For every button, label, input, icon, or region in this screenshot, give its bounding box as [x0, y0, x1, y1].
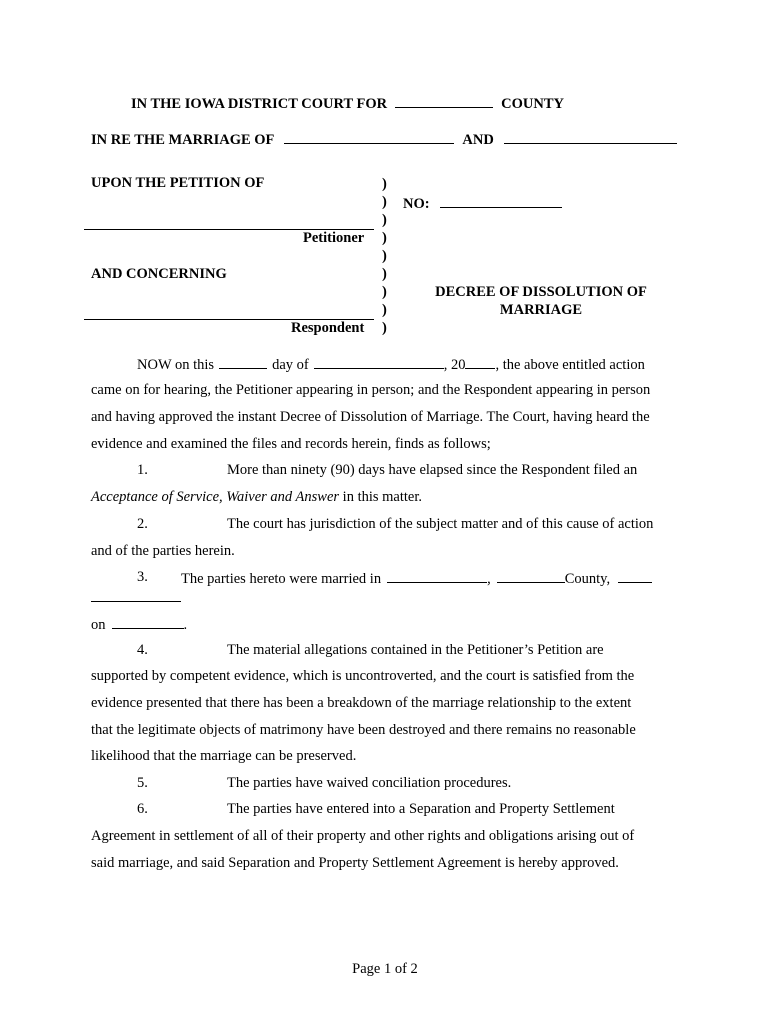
petitioner-label: Petitioner	[303, 230, 365, 246]
intro-text: , 20	[443, 357, 466, 373]
decree-title-line-2: MARRIAGE	[499, 302, 583, 318]
item-3-date-line	[91, 615, 187, 634]
marriage-heading	[91, 130, 680, 149]
item-3-line	[181, 569, 655, 588]
county-blank	[395, 94, 493, 108]
party2-blank	[504, 130, 677, 144]
item-number: 2.	[137, 516, 148, 532]
marriage-state-continued-blank	[91, 601, 181, 602]
marriage-place-blank	[387, 569, 487, 583]
caption-paren: )	[382, 302, 387, 318]
intro-text: day of	[272, 357, 309, 373]
county-label: COUNTY	[501, 96, 564, 112]
case-number-label: NO:	[403, 196, 430, 212]
item-1-continued	[91, 489, 691, 506]
court-heading-text: IN THE IOWA DISTRICT COURT FOR	[131, 96, 388, 112]
decree-title-line-1: DECREE OF DISSOLUTION OF	[435, 284, 647, 300]
caption-paren: )	[382, 248, 387, 264]
caption-paren: )	[382, 194, 387, 210]
item-number: 3.	[137, 569, 148, 585]
intro-text: NOW on this	[137, 357, 215, 373]
intro-line-2: came on for hearing, the Petitioner appearing in person; and the Respondent appearing in person	[91, 382, 651, 398]
marriage-heading-text: IN RE THE MARRIAGE OF	[91, 132, 275, 148]
item-3-text: The parties hereto were married in	[181, 571, 382, 587]
item-1-text: More than ninety (90) days have elapsed since the Respondent filed an	[227, 462, 638, 478]
item-3-comma: ,	[487, 571, 491, 587]
court-heading	[131, 94, 564, 113]
petition-of-label: UPON THE PETITION OF	[91, 175, 265, 191]
item-6-line-3: said marriage, and said Separation and Property Settlement Agreement is hereby approved.	[91, 855, 619, 871]
marriage-county-blank	[497, 569, 565, 583]
item-6-line-2: Agreement in settlement of all of their property and other rights and obligations arising out of	[91, 828, 635, 844]
item-4-text: The material allegations contained in the Petitioner’s Petition are	[227, 642, 604, 658]
item-2-continued: and of the parties herein.	[91, 543, 235, 559]
case-number	[403, 194, 565, 213]
caption-paren: )	[382, 266, 387, 282]
case-number-blank	[440, 194, 562, 208]
party1-blank	[284, 130, 454, 144]
caption-paren: )	[382, 230, 387, 246]
item-3-county: County,	[564, 571, 611, 587]
on-label: on	[91, 617, 106, 633]
marriage-date-blank	[112, 615, 184, 629]
intro-line-1	[137, 355, 645, 374]
caption-paren: )	[382, 176, 387, 192]
intro-text: , the above entitled action	[495, 357, 645, 373]
item-5-text: The parties have waived conciliation procedures.	[227, 775, 512, 791]
item-4-line-5: likelihood that the marriage can be preserved.	[91, 748, 357, 764]
item-4-line-2: supported by competent evidence, which is uncontroverted, and the court is satisfied from the	[91, 668, 635, 684]
concerning-label: AND CONCERNING	[91, 266, 227, 282]
item-number: 1.	[137, 462, 148, 478]
item-4-line-3: evidence presented that there has been a breakdown of the marriage relationship to the extent	[91, 695, 632, 711]
item-number: 6.	[137, 801, 148, 817]
item-2-text: The court has jurisdiction of the subject matter and of this cause of action	[227, 516, 654, 532]
marriage-state-blank	[618, 569, 652, 583]
item-6-text: The parties have entered into a Separation and Property Settlement	[227, 801, 615, 817]
year-blank	[465, 355, 495, 369]
acceptance-document-name: Acceptance of Service, Waiver and Answer	[91, 489, 340, 505]
page-number: Page 1 of 2	[352, 961, 418, 977]
item-number: 4.	[137, 642, 148, 658]
respondent-label: Respondent	[291, 320, 365, 336]
intro-line-4: evidence and examined the files and records herein, finds as follows;	[91, 436, 491, 452]
caption-paren: )	[382, 284, 387, 300]
item-3-period: .	[183, 617, 188, 633]
item-4-line-4: that the legitimate objects of matrimony have been destroyed and there remains no reasonable	[91, 722, 636, 738]
and-label: AND	[462, 132, 494, 148]
day-blank	[219, 355, 267, 369]
item-number: 5.	[137, 775, 148, 791]
item-1-tail: in this matter.	[339, 489, 423, 505]
intro-line-3: and having approved the instant Decree of Dissolution of Marriage. The Court, having heard the	[91, 409, 650, 425]
month-blank	[314, 355, 444, 369]
caption-paren: )	[382, 320, 387, 336]
caption-paren: )	[382, 212, 387, 228]
